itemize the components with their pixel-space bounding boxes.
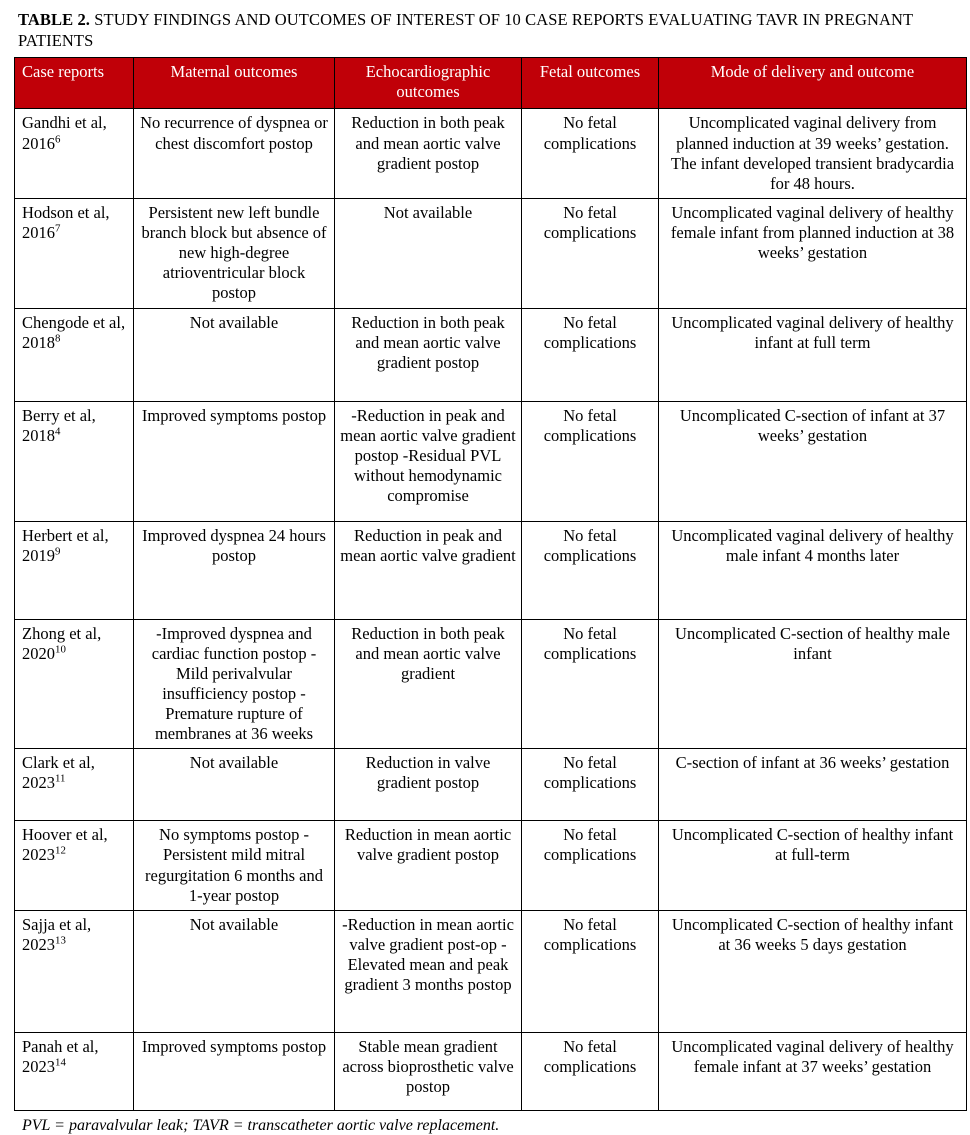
column-header-case-reports: Case reports — [15, 58, 134, 109]
cell-fetal-outcome: No fetal complications — [522, 749, 659, 821]
cell-maternal-outcome: Persistent new left bundle branch block but absence of new high-degree atrioventricular block postop — [134, 198, 335, 308]
cell-case-report: Chengode et al, 2018$^8$ — [15, 308, 134, 401]
reference-superscript: 14 — [55, 1056, 66, 1069]
table-caption-text: STUDY FINDINGS AND OUTCOMES OF INTEREST OF 10 CASE REPORTS EVALUATING TAVR IN PREGNANT PATIENTS — [18, 10, 913, 51]
reference-superscript: 7 — [55, 222, 61, 235]
table-row — [15, 1032, 967, 1110]
reference-superscript: 12 — [55, 844, 66, 857]
cell-fetal-outcome: No fetal complications — [522, 109, 659, 199]
cell-fetal-outcome: No fetal complications — [522, 619, 659, 749]
cell-mode-of-delivery: Uncomplicated vaginal delivery of healthy female infant from planned induction at 38 weeks’ gestation — [659, 198, 967, 308]
cell-echocardiographic-outcome: -Reduction in peak and mean aortic valve gradient postop -Residual PVL without hemodynamic compromise — [335, 401, 522, 521]
column-header-mode-of-delivery: Mode of delivery and outcome — [659, 58, 967, 109]
column-header-fetal-outcomes: Fetal outcomes — [522, 58, 659, 109]
cell-fetal-outcome: No fetal complications — [522, 198, 659, 308]
cell-case-report: Clark et al, 2023$^{11}$ — [15, 749, 134, 821]
header-row — [15, 58, 967, 109]
table-row — [15, 910, 967, 1032]
reference-superscript: 10 — [55, 643, 66, 656]
cell-fetal-outcome: No fetal complications — [522, 910, 659, 1032]
cell-echocardiographic-outcome: Reduction in valve gradient postop — [335, 749, 522, 821]
cell-fetal-outcome: No fetal complications — [522, 401, 659, 521]
cell-fetal-outcome: No fetal complications — [522, 521, 659, 619]
cell-case-report: Panah et al, 2023$^{14}$ — [15, 1032, 134, 1110]
cell-echocardiographic-outcome: Reduction in both peak and mean aortic valve gradient postop — [335, 109, 522, 199]
reference-superscript: 11 — [55, 772, 66, 785]
table-row — [15, 198, 967, 308]
cell-maternal-outcome: Not available — [134, 308, 335, 401]
table-number: TABLE 2. — [18, 10, 91, 29]
cell-echocardiographic-outcome: Reduction in both peak and mean aortic valve gradient — [335, 619, 522, 749]
table-row — [15, 308, 967, 401]
cell-maternal-outcome: Not available — [134, 910, 335, 1032]
cell-case-report: Hodson et al, 2016$^7$ — [15, 198, 134, 308]
cell-case-report: Berry et al, 2018$^4$ — [15, 401, 134, 521]
cell-echocardiographic-outcome: -Reduction in mean aortic valve gradient post-op -Elevated mean and peak gradient 3 months postop — [335, 910, 522, 1032]
cell-maternal-outcome: -Improved dyspnea and cardiac function postop -Mild perivalvular insufficiency postop -Premature rupture of membranes at 36 weeks — [134, 619, 335, 749]
column-header-maternal-outcomes: Maternal outcomes — [134, 58, 335, 109]
table-footnote: PVL = paravalvular leak; TAVR = transcatheter aortic valve replacement. — [22, 1116, 500, 1134]
cell-mode-of-delivery: Uncomplicated vaginal delivery of healthy male infant 4 months later — [659, 521, 967, 619]
cell-echocardiographic-outcome: Stable mean gradient across bioprosthetic valve postop — [335, 1032, 522, 1110]
table-row — [15, 749, 967, 821]
table-header — [15, 58, 967, 109]
table-row — [15, 821, 967, 911]
cell-mode-of-delivery: C-section of infant at 36 weeks’ gestation — [659, 749, 967, 821]
cell-case-report: Sajja et al, 2023$^{13}$ — [15, 910, 134, 1032]
cell-mode-of-delivery: Uncomplicated C-section of healthy infant at 36 weeks 5 days gestation — [659, 910, 967, 1032]
cell-echocardiographic-outcome: Reduction in both peak and mean aortic valve gradient postop — [335, 308, 522, 401]
cell-maternal-outcome: Improved dyspnea 24 hours postop — [134, 521, 335, 619]
table-row — [15, 619, 967, 749]
table-body — [15, 109, 967, 1110]
cell-maternal-outcome: No recurrence of dyspnea or chest discomfort postop — [134, 109, 335, 199]
cell-mode-of-delivery: Uncomplicated vaginal delivery from planned induction at 39 weeks’ gestation. The infant developed transient bradycardia for 48 hours. — [659, 109, 967, 199]
cell-fetal-outcome: No fetal complications — [522, 1032, 659, 1110]
cell-case-report: Herbert et al, 2019$^9$ — [15, 521, 134, 619]
reference-superscript: 4 — [55, 425, 61, 438]
column-header-echocardiographic-outcomes: Echocardiographic outcomes — [335, 58, 522, 109]
cell-echocardiographic-outcome: Reduction in peak and mean aortic valve gradient — [335, 521, 522, 619]
cell-case-report: Gandhi et al, 2016$^6$ — [15, 109, 134, 199]
table-row — [15, 401, 967, 521]
cell-mode-of-delivery: Uncomplicated C-section of healthy male infant — [659, 619, 967, 749]
table-row — [15, 109, 967, 199]
cell-fetal-outcome: No fetal complications — [522, 308, 659, 401]
reference-superscript: 6 — [55, 133, 61, 146]
cell-fetal-outcome: No fetal complications — [522, 821, 659, 911]
cell-mode-of-delivery: Uncomplicated vaginal delivery of healthy female infant at 37 weeks’ gestation — [659, 1032, 967, 1110]
cell-case-report: Hoover et al, 2023$^{12}$ — [15, 821, 134, 911]
cell-maternal-outcome: Not available — [134, 749, 335, 821]
table-caption — [18, 9, 958, 51]
cell-echocardiographic-outcome: Not available — [335, 198, 522, 308]
reference-superscript: 13 — [55, 934, 66, 947]
cell-echocardiographic-outcome: Reduction in mean aortic valve gradient postop — [335, 821, 522, 911]
cell-mode-of-delivery: Uncomplicated C-section of infant at 37 weeks’ gestation — [659, 401, 967, 521]
reference-superscript: 9 — [55, 545, 61, 558]
cell-case-report: Zhong et al, 2020$^{10}$ — [15, 619, 134, 749]
cell-maternal-outcome: Improved symptoms postop — [134, 401, 335, 521]
reference-superscript: 8 — [55, 332, 61, 345]
cell-mode-of-delivery: Uncomplicated C-section of healthy infant at full-term — [659, 821, 967, 911]
study-findings-table — [14, 57, 967, 1111]
cell-maternal-outcome: Improved symptoms postop — [134, 1032, 335, 1110]
cell-maternal-outcome: No symptoms postop -Persistent mild mitral regurgitation 6 months and 1-year postop — [134, 821, 335, 911]
cell-mode-of-delivery: Uncomplicated vaginal delivery of healthy infant at full term — [659, 308, 967, 401]
table-row — [15, 521, 967, 619]
